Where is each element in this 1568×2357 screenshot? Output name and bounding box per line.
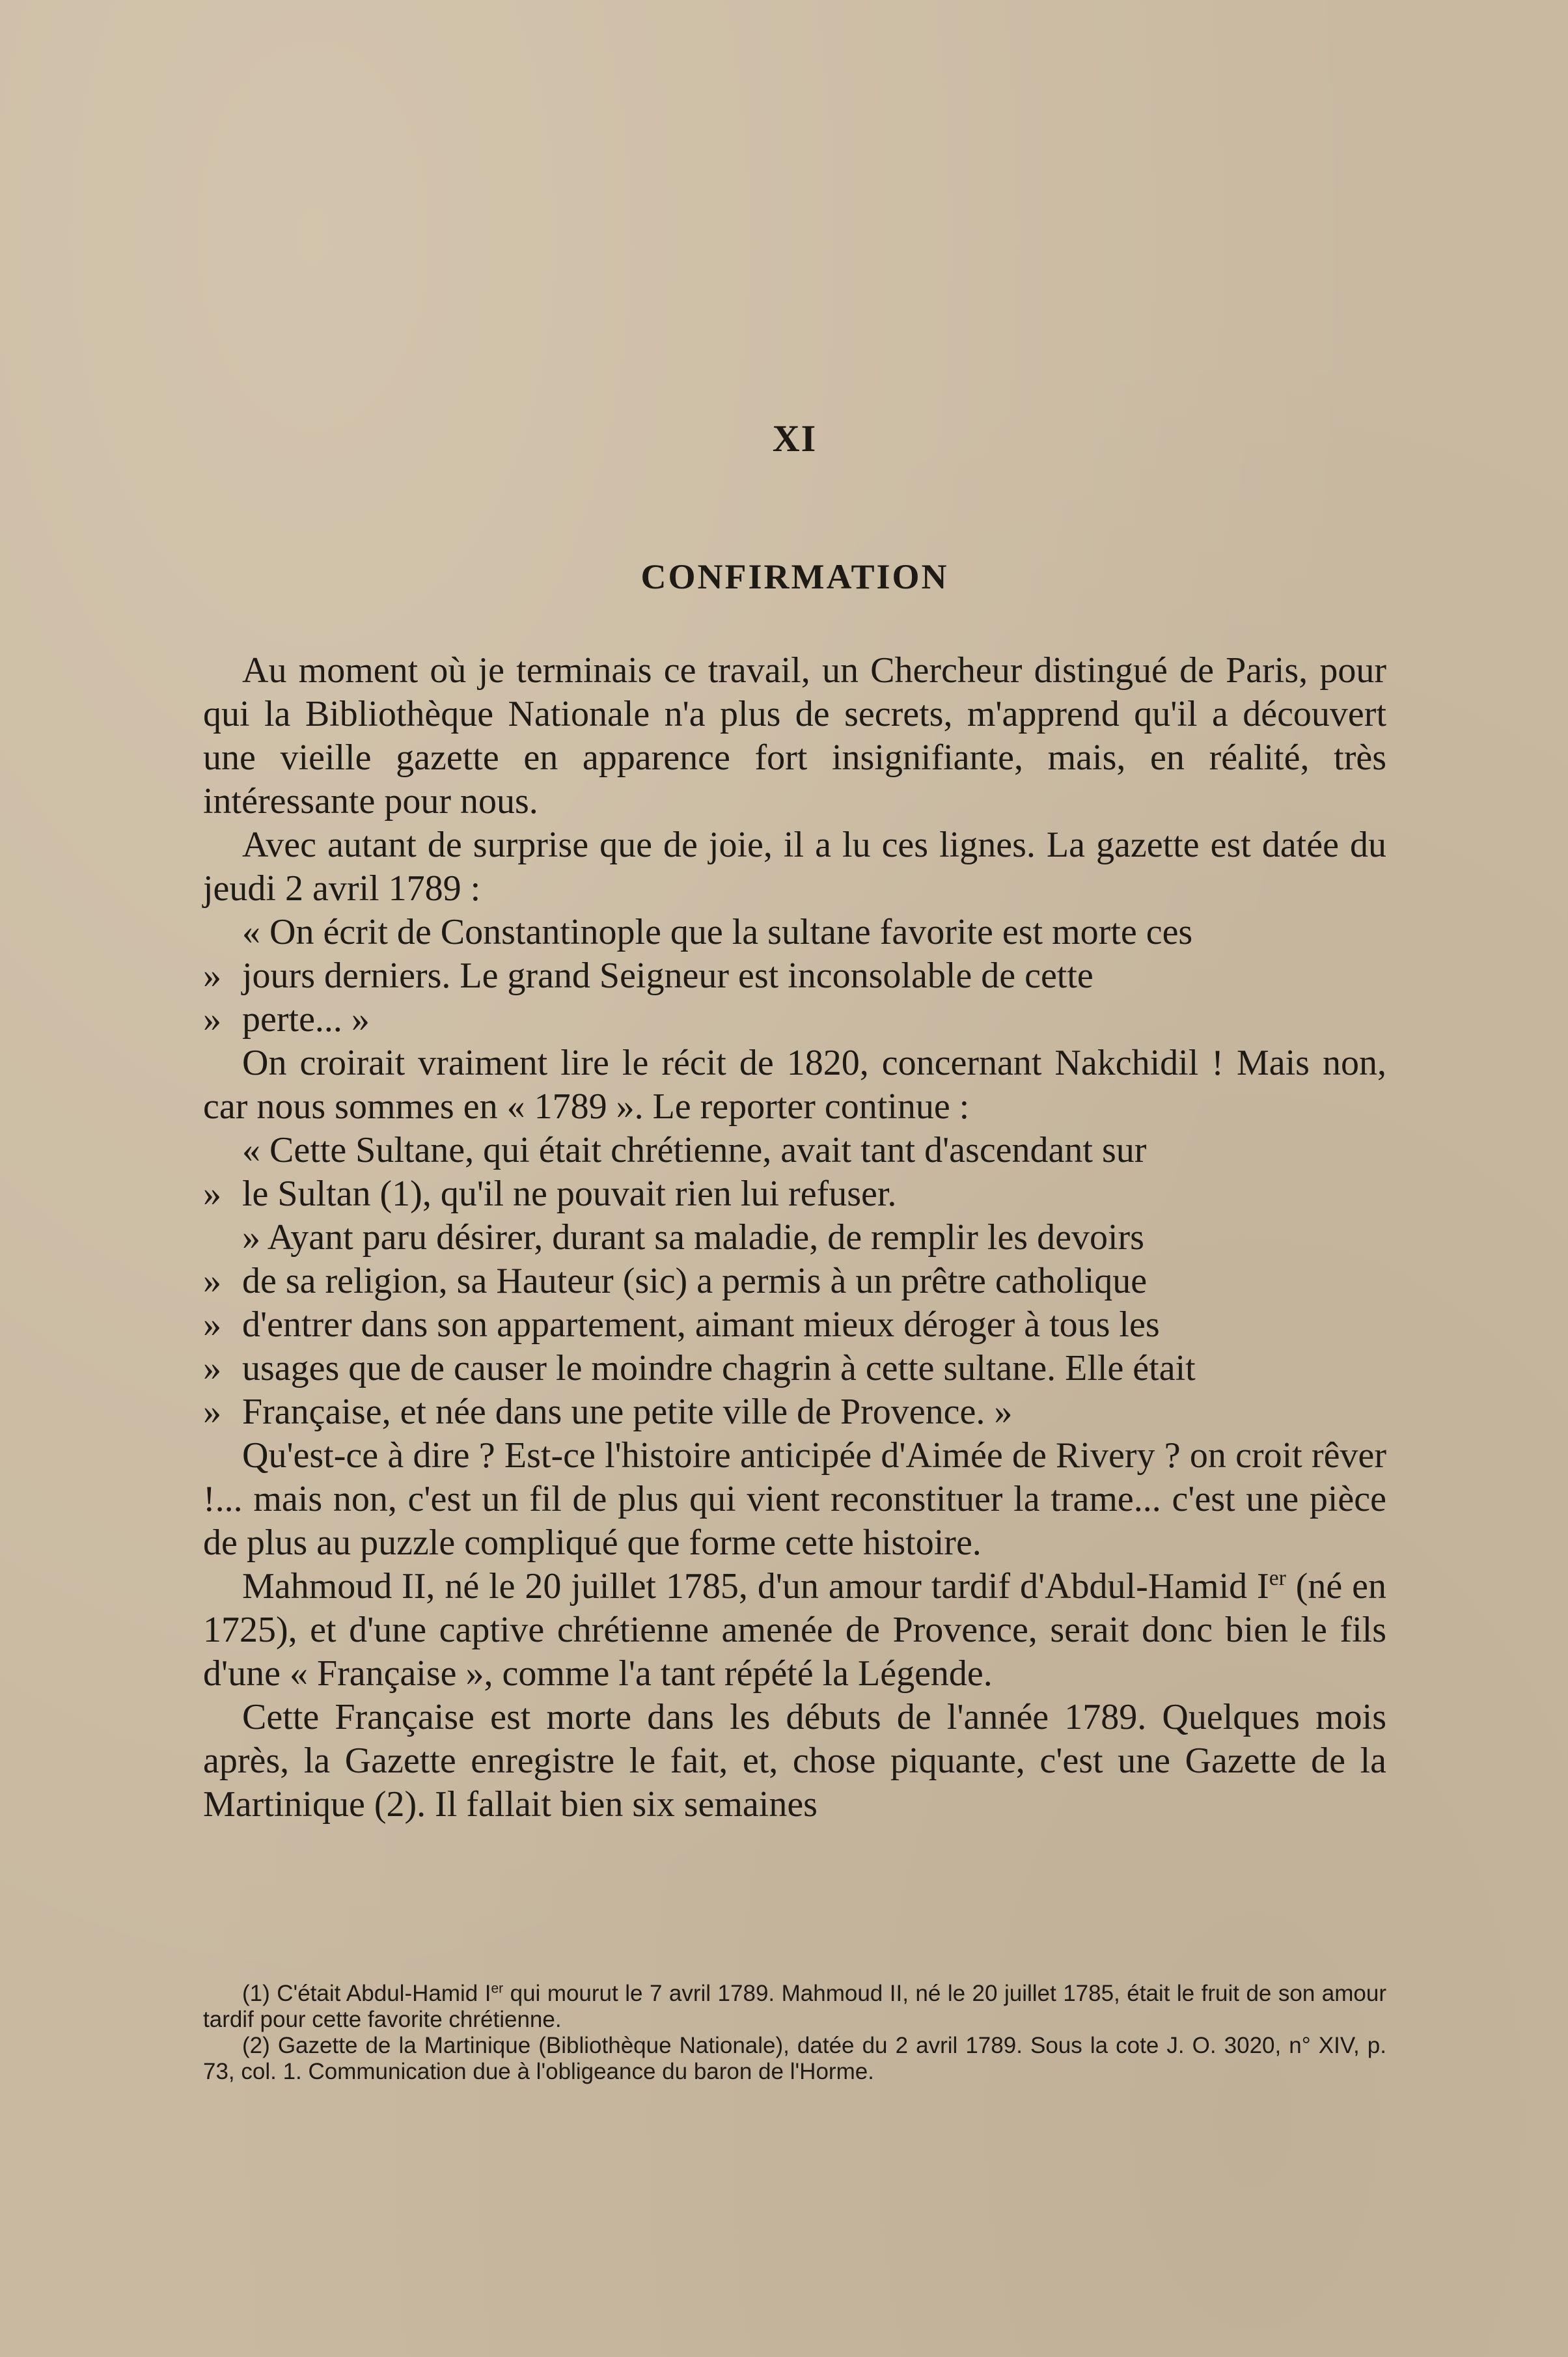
chapter-number: XI xyxy=(772,417,818,460)
footnote-1: (1) C'était Abdul-Hamid Ier qui mourut le 7 avril 1789. Mahmoud II, né le 20 juillet 1785, était le fruit de son amour tardif pour cette favorite chrétienne. xyxy=(203,1981,1386,2032)
quote-line: » d'entrer dans son appartement, aimant mieux déroger à tous les xyxy=(203,1304,1160,1345)
quote-line: « On écrit de Constantinople que la sultane favorite est morte ces xyxy=(242,912,1193,952)
paragraph-mahmoud: Mahmoud II, né le 20 juillet 1785, d'un amour tardif d'Abdul-Hamid Ier (né en 1725), et d'une captive chrétienne amenée de Provence, serait donc bien le fils d'une « Française », comme l'a tant répété la Légende. xyxy=(203,1565,1387,1694)
quote-line: « Cette Sultane, qui était chrétienne, avait tant d'ascendant sur xyxy=(242,1130,1147,1170)
paragraph-surprise: Avec autant de surprise que de joie, il a lu ces lignes. La gazette est datée du jeudi 2 avril 1789 : xyxy=(203,825,1386,909)
paragraph-rivery: Qu'est-ce à dire ? Est-ce l'histoire anticipée d'Aimée de Rivery ? on croit rêver !... mais non, c'est un fil de plus qui vient reconstituer la trame... c'est une pièce de plus au puzzle compliqué que forme cette histoire. xyxy=(203,1435,1386,1563)
chapter-title: CONFIRMATION xyxy=(640,557,949,596)
quote-line: » usages que de causer le moindre chagrin à cette sultane. Elle était xyxy=(203,1348,1196,1388)
quote-line: » de sa religion, sa Hauteur (sic) a permis à un prêtre catholique xyxy=(203,1261,1148,1301)
footnotes xyxy=(203,1981,1386,2085)
body-text xyxy=(203,649,1386,1826)
paragraph-recit: On croirait vraiment lire le récit de 1820, concernant Nakchidil ! Mais non, car nous sommes en « 1789 ». Le reporter continue : xyxy=(203,1043,1386,1127)
paragraph-intro: Au moment où je terminais ce travail, un Chercheur distingué de Paris, pour qui la Bibliothèque Nationale n'a plus de secrets, m'apprend qu'il a découvert une vieille gazette en apparence fort insignifiante, mais, en réalité, très intéressante pour nous. xyxy=(203,650,1386,821)
quote-line: » Ayant paru désirer, durant sa maladie, de remplir les devoirs xyxy=(242,1217,1144,1258)
quote-line: » perte... » xyxy=(203,999,370,1040)
gazette-quote-2 xyxy=(203,1129,1386,1434)
footnote-2: (2) Gazette de la Martinique (Bibliothèque Nationale), datée du 2 avril 1789. Sous la cote J. O. 3020, n° XIV, p. 73, col. 1. Communication due à l'obligeance du baron de l'Horme. xyxy=(203,2033,1386,2084)
paragraph-francaise: Cette Française est morte dans les débuts de l'année 1789. Quelques mois après, la Gazette enregistre le fait, et, chose piquante, c'est une Gazette de la Martinique (2). Il fallait bien six semaines xyxy=(203,1697,1386,1825)
quote-line: » jours derniers. Le grand Seigneur est inconsolable de cette xyxy=(203,956,1093,996)
quote-line: » Française, et née dans une petite ville de Provence. » xyxy=(203,1392,1013,1432)
gazette-quote-1 xyxy=(203,911,1386,1041)
quote-line: » le Sultan (1), qu'il ne pouvait rien lui refuser. xyxy=(203,1174,897,1214)
